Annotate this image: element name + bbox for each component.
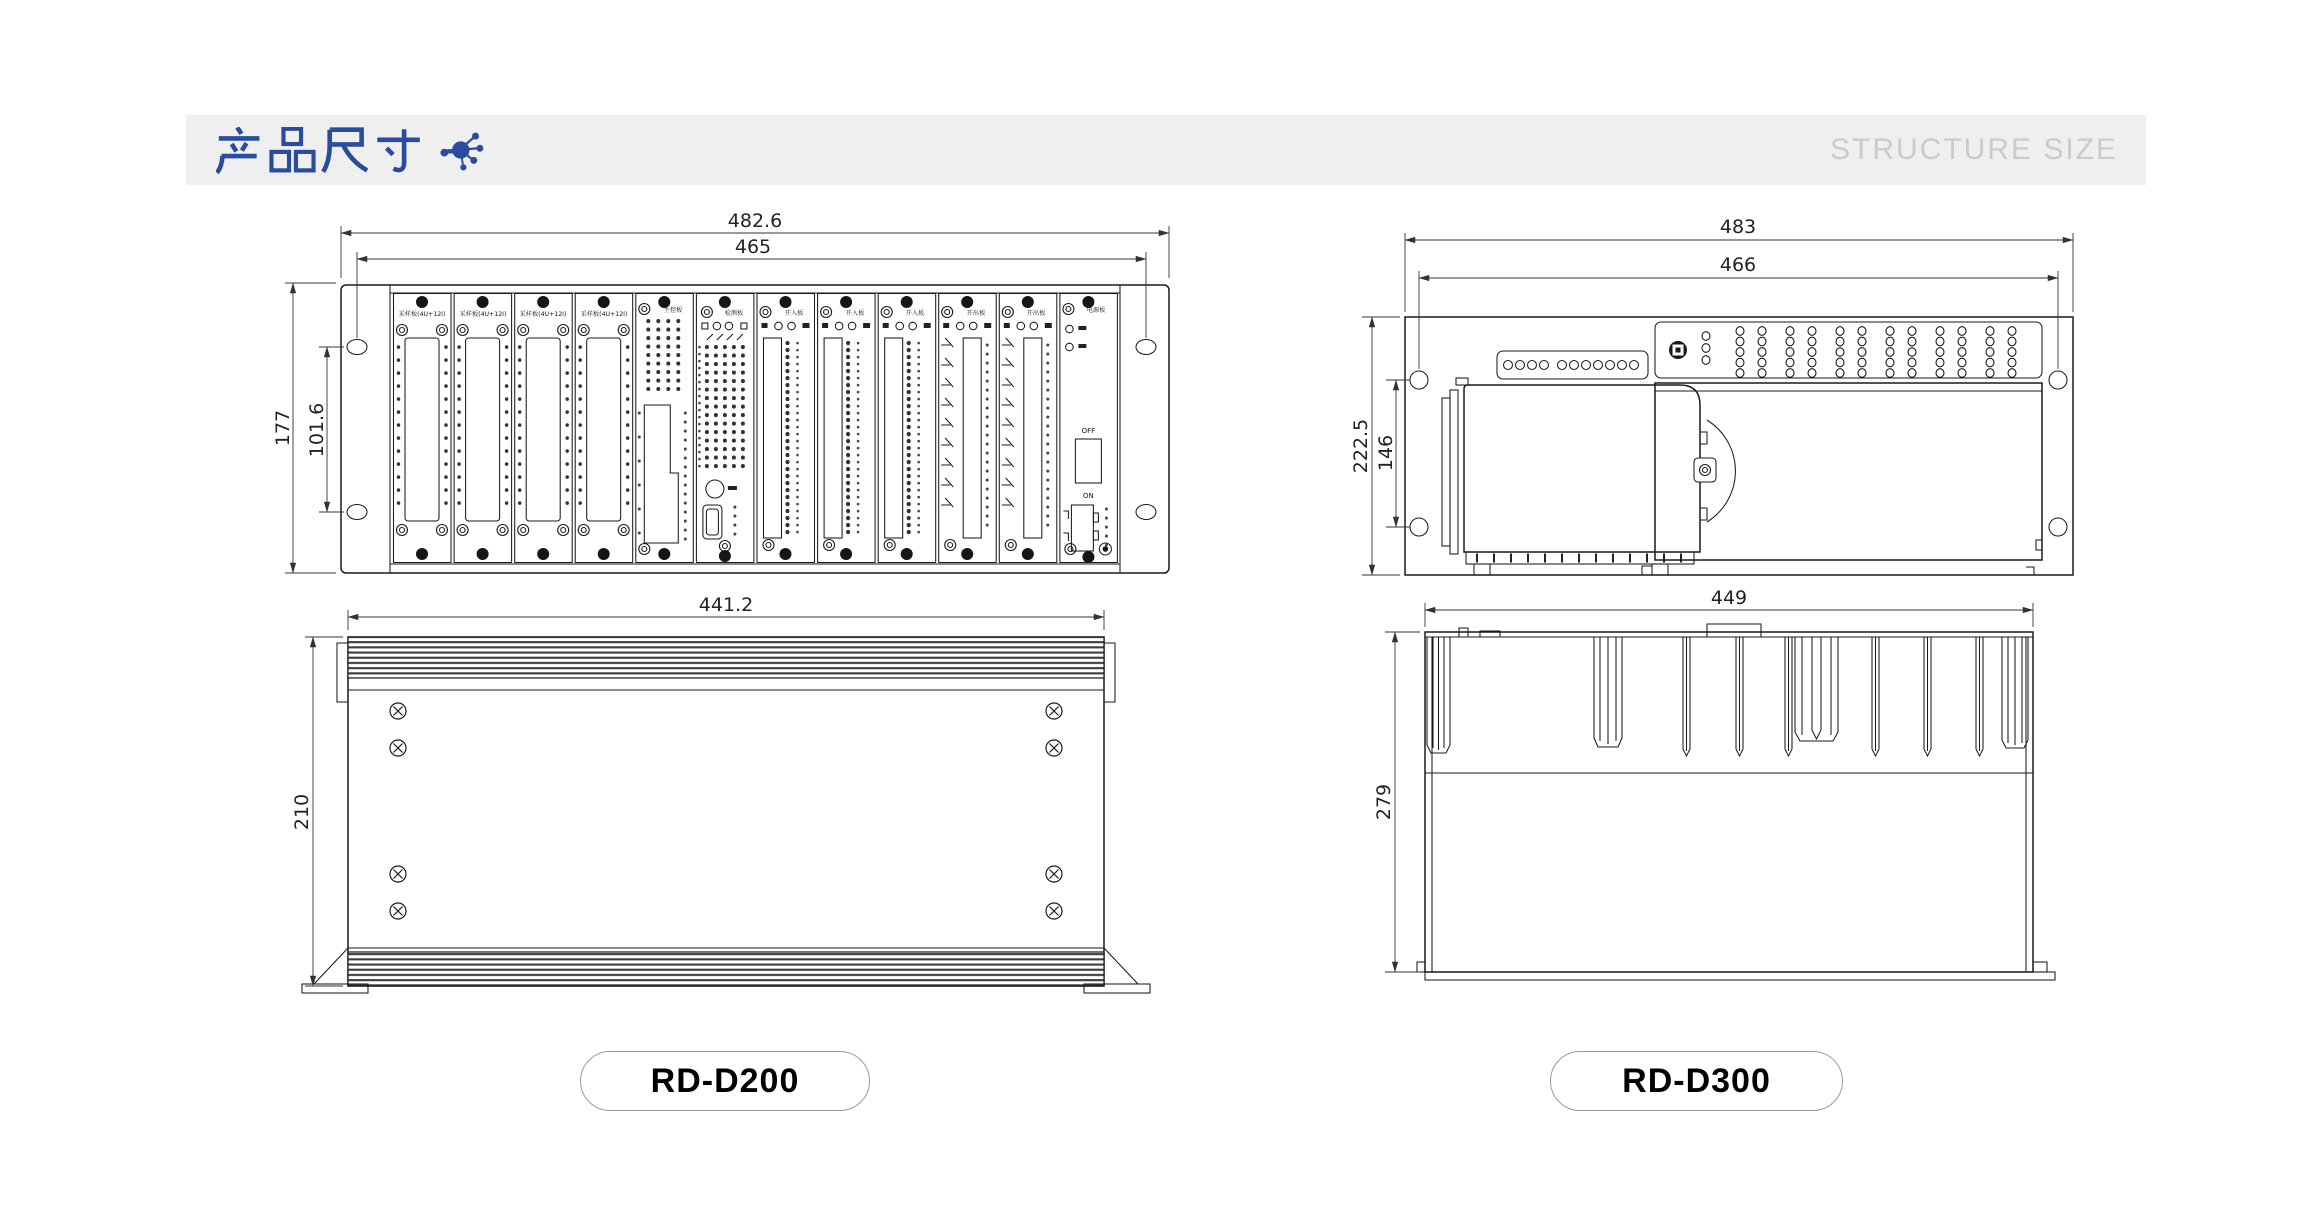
- dimension-label: 210: [291, 793, 313, 831]
- slot-label: 检测板: [724, 310, 744, 317]
- slot-label: 采样板(4U+12I): [398, 311, 446, 318]
- front-door: [1464, 385, 1700, 552]
- dimension-label: 441.2: [698, 594, 754, 616]
- dimension-label: 101.6: [306, 402, 328, 458]
- header-subtitle: STRUCTURE SIZE: [1829, 133, 2118, 166]
- dimension-label: 466: [1719, 254, 1757, 276]
- power-off-label: OFF: [1081, 427, 1096, 435]
- dimension-label: 482.6: [727, 210, 783, 232]
- model-label-rd-d300: RD-D300: [1550, 1051, 1843, 1111]
- dimension-label: 146: [1375, 434, 1397, 472]
- model-label-rd-d200: RD-D200: [580, 1051, 870, 1111]
- slot-label: 开出板: [966, 310, 986, 317]
- dimension-label: 177: [272, 409, 294, 447]
- terminal-holes: [1504, 361, 1639, 370]
- slot-label: 开入板: [845, 310, 865, 317]
- dimension-label: 465: [734, 236, 772, 258]
- dimension-label: 483: [1719, 216, 1757, 238]
- rd-d300-front-view: [1350, 216, 2073, 575]
- slot-label: 开出板: [1026, 310, 1046, 317]
- rd-d200-front-view: [272, 210, 1169, 573]
- dimension-label: 222.5: [1350, 418, 1372, 474]
- detection-card: [696, 294, 754, 563]
- slot-label: 开入板: [784, 310, 804, 317]
- rd-d200-bottom-view: [291, 594, 1150, 993]
- slot-label: 主控板: [663, 307, 683, 314]
- rd-d300-bottom-view: [1373, 587, 2055, 980]
- power-on-label: ON: [1083, 492, 1094, 500]
- slot-label: 采样板(4U+12I): [519, 311, 567, 318]
- slot-label: 电源板: [1086, 307, 1106, 314]
- power-card: [1060, 294, 1118, 564]
- led-status-icon: [1669, 341, 1687, 359]
- led-matrix: [1736, 327, 2016, 378]
- dimension-label: 279: [1373, 783, 1395, 821]
- slot-label: 采样板(4U+12I): [580, 311, 628, 318]
- dimension-label: 449: [1710, 587, 1748, 609]
- main-control-card: [636, 294, 694, 563]
- led-short-column: [1702, 332, 1710, 365]
- slot-label: 采样板(4U+12I): [459, 311, 507, 318]
- slot-label: 开入板: [905, 310, 925, 317]
